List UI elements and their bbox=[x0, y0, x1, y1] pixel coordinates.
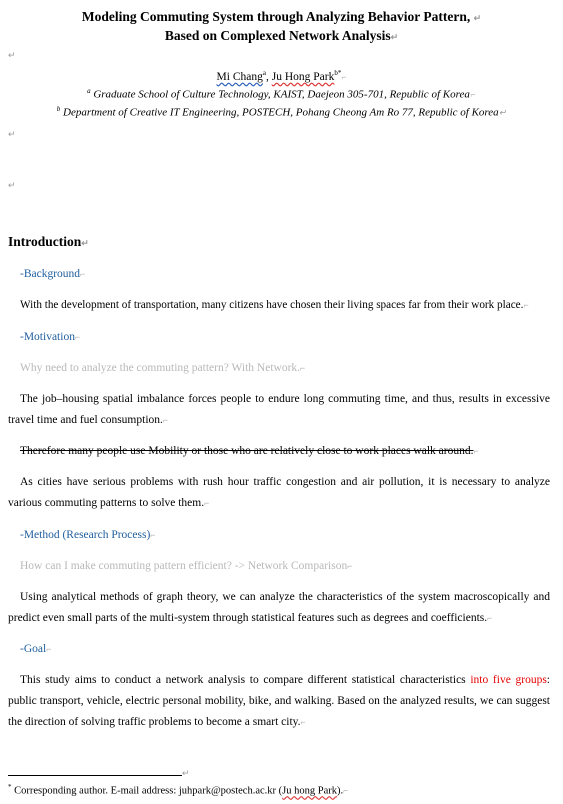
author-2-name: Ju Hong Park bbox=[271, 70, 335, 83]
goal-paragraph: This study aims to conduct a network analysis to compare different statistical characteristics into five groups: public transport, vehicle, electric personal mobility, bike, and walking. Based on the analyzed results, we can suggest the direction of solving traffic problems to become a smart city.⌐ bbox=[8, 674, 550, 728]
author-2-superscript: b* bbox=[334, 69, 342, 77]
paragraph-mark: ↵ bbox=[390, 32, 399, 42]
empty-paragraph-mark: ↵ bbox=[8, 129, 16, 139]
empty-paragraph-mark: ↵ bbox=[8, 180, 16, 190]
method-question: How can I make commuting pattern efficient? -> Network Comparison⌐ bbox=[20, 560, 353, 572]
footnote-name: Ju hong Park bbox=[282, 785, 337, 797]
background-label: -Background⌐ bbox=[20, 268, 86, 280]
affiliation-b: $^b$ Department of Creative IT Engineering, POSTECH, Pohang Cheong Am Ro 77, Republic of Korea↵ bbox=[56, 105, 507, 119]
paragraph-mark: ↵ bbox=[182, 768, 190, 778]
highlight-text: into five groups bbox=[470, 674, 547, 686]
motivation-strikethrough: Therefore many people use Mobility or those who are relatively close to work places walk around.⌐ bbox=[20, 445, 479, 457]
motivation-paragraph-2: As cities have serious problems with rush hour traffic congestion and air pollution, it is necessary to analyze various commuting patterns to solve them.⌐ bbox=[8, 476, 550, 509]
affiliation-a: $^a$ Graduate School of Culture Technology, KAIST, Daejeon 305-701, Republic of Korea⌐ bbox=[87, 87, 476, 101]
title-line-2: Based on Complexed Network Analysis↵ bbox=[164, 28, 399, 43]
author-1-superscript: a bbox=[262, 69, 266, 77]
method-label: -Method (Research Process)⌐ bbox=[20, 529, 156, 541]
goal-label: -Goal⌐ bbox=[20, 643, 52, 655]
title-line-1: Modeling Commuting System through Analyzing Behavior Pattern, ↵ bbox=[81, 9, 482, 24]
empty-paragraph-mark: ↵ bbox=[8, 50, 16, 60]
section-heading: Introduction↵ bbox=[8, 234, 89, 249]
author-1-name: Mi Chang bbox=[216, 70, 263, 83]
paragraph-mark: ↵ bbox=[473, 13, 482, 23]
footnote: * Corresponding author. E-mail address: juhpark@postech.ac.kr (Ju hong Park).⌐ bbox=[8, 783, 349, 797]
motivation-paragraph-1: The job–housing spatial imbalance forces people to endure long commuting time, and thus, results in excessive travel time and fuel consumption.⌐ bbox=[8, 393, 550, 426]
authors-line: Mi Chang$^a$, Ju Hong Park$^{b*}$⌐ bbox=[216, 69, 347, 83]
motivation-question: Why need to analyze the commuting pattern? With Network.⌐ bbox=[20, 362, 306, 374]
background-paragraph: With the development of transportation, many citizens have chosen their living spaces far from their work place.⌐ bbox=[20, 299, 529, 311]
method-paragraph: Using analytical methods of graph theory, we can analyze the characteristics of the system macroscopically and predict even small parts of the multi-system through statistical features such as degrees and coefficients.⌐ bbox=[8, 591, 550, 624]
motivation-label: -Motivation⌐ bbox=[20, 331, 81, 343]
footnote-separator bbox=[8, 775, 182, 776]
